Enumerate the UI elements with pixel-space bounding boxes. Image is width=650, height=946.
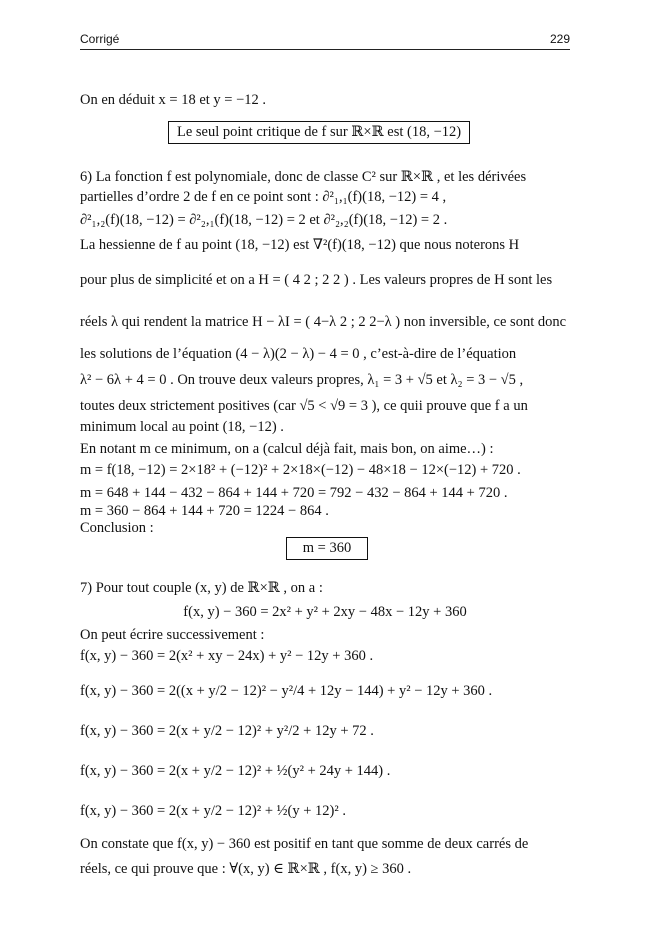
formula-line: f(x, y) − 360 = 2(x² + xy − 24x) + y² − 12y + 360 .	[80, 648, 374, 664]
formula-line: f(x, y) − 360 = 2(x + y/2 − 12)² + ½(y² + 24y + 144) .	[80, 763, 391, 779]
text-line: réels λ qui rendent la matrice H − λI = ( 4−λ 2 ; 2 2−λ ) non inversible, ce sont donc	[80, 314, 567, 330]
formula-line: f(x, y) − 360 = 2(x + y/2 − 12)² + ½(y + 12)² .	[80, 803, 346, 819]
formula-line: f(x, y) − 360 = 2((x + y/2 − 12)² − y²/4 + 12y − 144) + y² − 12y + 360 .	[80, 683, 493, 699]
text-line: On constate que f(x, y) − 360 est positif en tant que somme de deux carrés de	[80, 836, 529, 852]
text-line: m = f(18, −12) = 2×18² + (−12)² + 2×18×(−12) − 48×18 − 12×(−12) + 720 .	[80, 462, 521, 478]
text-line: 7) Pour tout couple (x, y) de ℝ×ℝ , on a :	[80, 580, 323, 596]
text-line: λ² − 6λ + 4 = 0 . On trouve deux valeurs propres, λ₁ = 3 + √5 et λ₂ = 3 − √5 ,	[80, 372, 524, 388]
text-line: réels, ce qui prouve que : ∀(x, y) ∈ ℝ×ℝ , f(x, y) ≥ 360 .	[80, 861, 412, 877]
header-title: Corrigé	[80, 32, 120, 46]
result-box-critical-point: Le seul point critique de f sur ℝ×ℝ est (18, −12)	[168, 121, 470, 144]
text-line: On peut écrire successivement :	[80, 627, 265, 643]
text-line: Conclusion :	[80, 520, 154, 536]
text-line: En notant m ce minimum, on a (calcul déjà fait, mais bon, on aime…) :	[80, 441, 494, 457]
text-line: ∂²₁,₂(f)(18, −12) = ∂²₂,₁(f)(18, −12) = 2 et ∂²₂,₂(f)(18, −12) = 2 .	[80, 212, 448, 228]
result-box-minimum: m = 360	[286, 537, 368, 560]
formula-line: f(x, y) − 360 = 2x² + y² + 2xy − 48x − 12y + 360	[183, 604, 467, 620]
page-header	[80, 32, 570, 50]
formula-line: f(x, y) − 360 = 2(x + y/2 − 12)² + y²/2 + 12y + 72 .	[80, 723, 374, 739]
page-number: 229	[549, 32, 570, 46]
text-line: les solutions de l’équation (4 − λ)(2 − λ) − 4 = 0 , c’est-à-dire de l’équation	[80, 346, 517, 362]
text-line: La hessienne de f au point (18, −12) est ∇²(f)(18, −12) que nous noterons H	[80, 237, 520, 253]
text-line: toutes deux strictement positives (car √5 < √9 = 3 ), ce quii prouve que f a un	[80, 398, 528, 414]
text-line: minimum local au point (18, −12) .	[80, 419, 284, 435]
text-line: On en déduit x = 18 et y = −12 .	[80, 92, 267, 108]
text-line: partielles d’ordre 2 de f en ce point sont : ∂²₁,₁(f)(18, −12) = 4 ,	[80, 189, 447, 205]
text-line: pour plus de simplicité et on a H = ( 4 2 ; 2 2 ) . Les valeurs propres de H sont les	[80, 272, 553, 288]
text-line: m = 360 − 864 + 144 + 720 = 1224 − 864 .	[80, 503, 329, 519]
text-line: m = 648 + 144 − 432 − 864 + 144 + 720 = 792 − 432 − 864 + 144 + 720 .	[80, 485, 508, 501]
text-line: 6) La fonction f est polynomiale, donc de classe C² sur ℝ×ℝ , et les dérivées	[80, 169, 527, 185]
